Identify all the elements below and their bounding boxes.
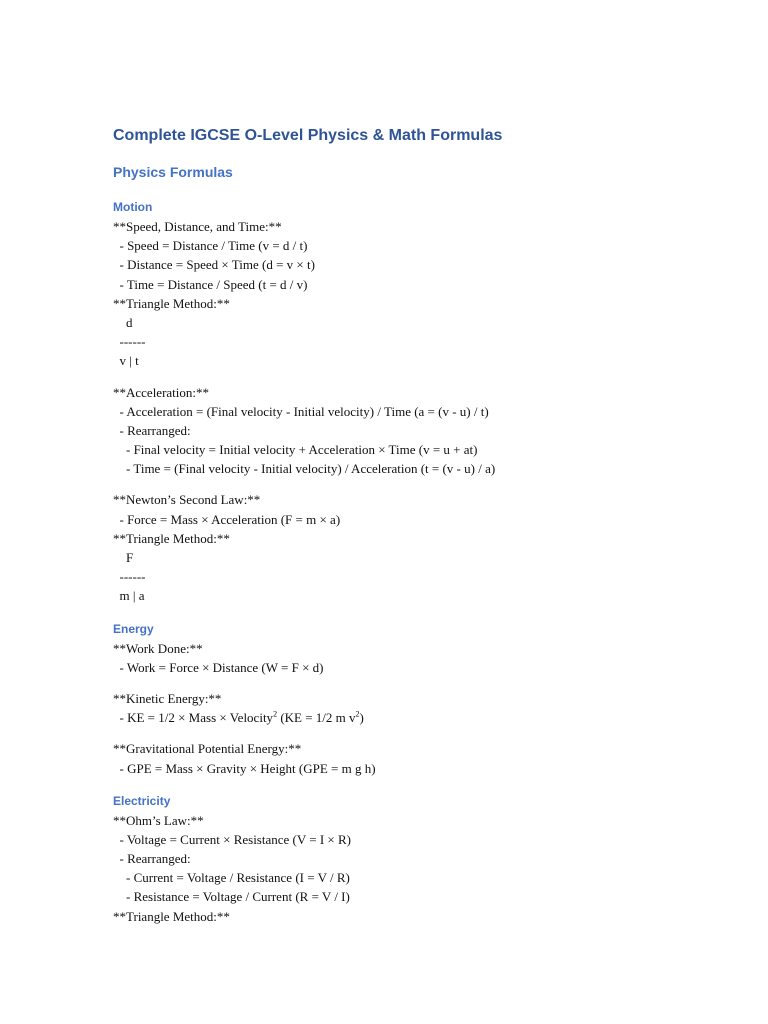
- electricity-section: [113, 792, 733, 926]
- text-line: - Work = Force × Distance (W = F × d): [113, 659, 324, 675]
- kinetic-energy-formula: [113, 708, 733, 727]
- motion-heading: Motion: [113, 200, 153, 214]
- text-line: - Force = Mass × Acceleration (F = m × a): [113, 511, 341, 527]
- motion-section: [113, 198, 733, 606]
- energy-section: [113, 620, 733, 778]
- ke-text-a: - KE = 1/2 × Mass × Velocity: [113, 710, 274, 726]
- text-line: **Acceleration:**: [113, 384, 210, 400]
- text-line: F: [113, 550, 134, 565]
- ke-text-b: (KE = 1/2 m v: [277, 710, 356, 726]
- text-line: - Current = Voltage / Resistance (I = V / R): [113, 870, 350, 886]
- text-line: **Gravitational Potential Energy:**: [113, 741, 302, 757]
- text-line: - Speed = Distance / Time (v = d / t): [113, 238, 308, 254]
- text-line: - Resistance = Voltage / Current (R = V / I): [113, 889, 350, 905]
- ke-superscript: 2: [355, 709, 360, 719]
- document-page: [113, 124, 733, 926]
- text-line: **Triangle Method:**: [113, 530, 230, 546]
- text-line: **Newton’s Second Law:**: [113, 492, 261, 508]
- newton-block: [113, 490, 733, 605]
- ke-text-c: ): [359, 710, 364, 726]
- text-line: ------: [113, 334, 146, 350]
- text-line: ------: [113, 569, 146, 585]
- text-line: - Acceleration = (Final velocity - Initial velocity) / Time (a = (v - u) / t): [113, 403, 489, 419]
- electricity-heading: Electricity: [113, 793, 171, 808]
- text-line: **Work Done:**: [113, 640, 203, 656]
- text-line: m | a: [113, 588, 145, 604]
- text-line: **Ohm’s Law:**: [113, 812, 204, 828]
- ke-superscript: 2: [273, 709, 278, 719]
- acceleration-block: [113, 383, 733, 479]
- text-line: **Speed, Distance, and Time:**: [113, 219, 282, 234]
- text-line: - Final velocity = Initial velocity + Acceleration × Time (v = u + at): [113, 442, 478, 458]
- text-line: - Distance = Speed × Time (d = v × t): [113, 257, 315, 273]
- text-line: **Triangle Method:**: [113, 908, 230, 924]
- energy-heading: Energy: [113, 621, 154, 636]
- document-title: Complete IGCSE O-Level Physics & Math Formulas: [113, 127, 503, 144]
- physics-formulas-heading: Physics Formulas: [113, 164, 233, 180]
- text-line: - Time = Distance / Speed (t = d / v): [113, 276, 308, 292]
- speed-block: [113, 217, 733, 371]
- text-line: - Voltage = Current × Resistance (V = I × R): [113, 831, 352, 847]
- text-line: d: [113, 314, 133, 330]
- text-line: **Triangle Method:**: [113, 295, 230, 311]
- text-line: - Rearranged:: [113, 422, 191, 438]
- text-line: - Rearranged:: [113, 851, 191, 867]
- text-line: - GPE = Mass × Gravity × Height (GPE = m g h): [113, 760, 376, 776]
- text-line: **Kinetic Energy:**: [113, 690, 222, 706]
- text-line: v | t: [113, 353, 139, 369]
- text-line: - Time = (Final velocity - Initial velocity) / Acceleration (t = (v - u) / a): [113, 461, 496, 477]
